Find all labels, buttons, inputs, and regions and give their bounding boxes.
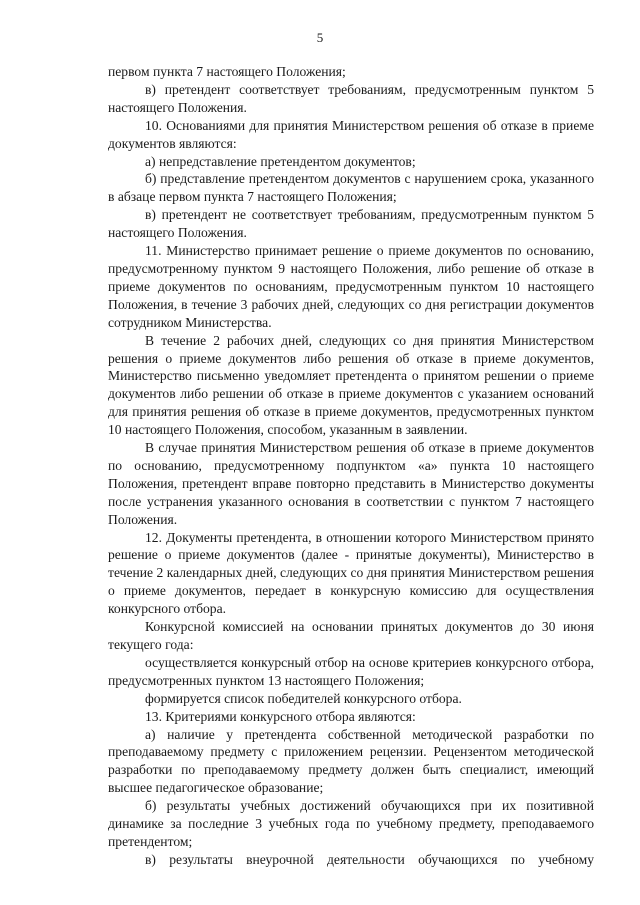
paragraph: 12. Документы претендента, в отношении которого Министерством принято решение о приеме документов (далее - принятые документы), Министерство в течение 2 календарных дней, следующих со дня принятия Министерством решения о приеме документов, передает в конкурсную комиссию для осуществления конкурсного отбора. xyxy=(108,529,594,617)
paragraph: первом пункта 7 настоящего Положения; xyxy=(108,64,346,79)
document-body xyxy=(108,63,594,869)
paragraph: 11. Министерство принимает решение о приеме документов по основанию, предусмотренному пунктом 9 настоящего Положения, либо решение об отказе в приеме документов по основаниям, предусмотренным пунктом 10 настоящего Положения, в течение 3 рабочих дней, следующих со дня регистрации документов сотрудником Министерства. xyxy=(108,243,594,330)
paragraph: в) претендент соответствует требованиям, предусмотренным пунктом 5 настоящего Положения. xyxy=(108,81,594,115)
paragraph: В случае принятия Министерством решения об отказе в приеме документов по основанию, предусмотренному подпунктом «а» пункта 10 настоящего Положения, претендент вправе повторно представить в Министерство документы после устранения указанного основания в соответствии с пунктом 7 настоящего Положения. xyxy=(108,440,594,527)
paragraph: в) претендент не соответствует требованиям, предусмотренным пунктом 5 настоящего Положения. xyxy=(108,207,594,241)
paragraph: б) результаты учебных достижений обучающихся при их позитивной динамике за последние 3 учебных года по учебному предмету, преподаваемого претендентом; xyxy=(108,798,594,849)
paragraph: а) непредставление претендентом документов; xyxy=(145,153,416,169)
paragraph: 13. Критериями конкурсного отбора являются: xyxy=(145,708,416,724)
paragraph: осуществляется конкурсный отбор на основе критериев конкурсного отбора, предусмотренных пунктом 13 настоящего Положения; xyxy=(108,654,594,688)
page-number: 5 xyxy=(316,30,324,45)
paragraph: 10. Основаниями для принятия Министерством решения об отказе в приеме документов являются: xyxy=(108,117,594,151)
paragraph: б) представление претендентом документов с нарушением срока, указанного в абзаце первом пункта 7 настоящего Положения; xyxy=(108,171,594,205)
paragraph: а) наличие у претендента собственной методической разработки по преподаваемому предмету с приложением рецензии. Рецензентом методической разработки по преподаваемому предмету должен быть специалист, имеющий высшее педагогическое образование; xyxy=(108,726,594,796)
paragraph: Конкурсной комиссией на основании принятых документов до 30 июня текущего года: xyxy=(108,619,594,652)
paragraph: в) результаты внеурочной деятельности обучающихся по учебному xyxy=(145,851,594,867)
paragraph: формируется список победителей конкурсного отбора. xyxy=(145,690,462,706)
paragraph: В течение 2 рабочих дней, следующих со дня принятия Министерством решения о приеме документов либо решения об отказе в приеме документов, Министерство письменно уведомляет претендента о принятом решении о приеме документов либо решении об отказе в приеме документов с указанием оснований для принятия решения об отказе в приеме документов, предусмотренных пунктом 10 настоящего Положения, способом, указанным в заявлении. xyxy=(108,332,594,438)
